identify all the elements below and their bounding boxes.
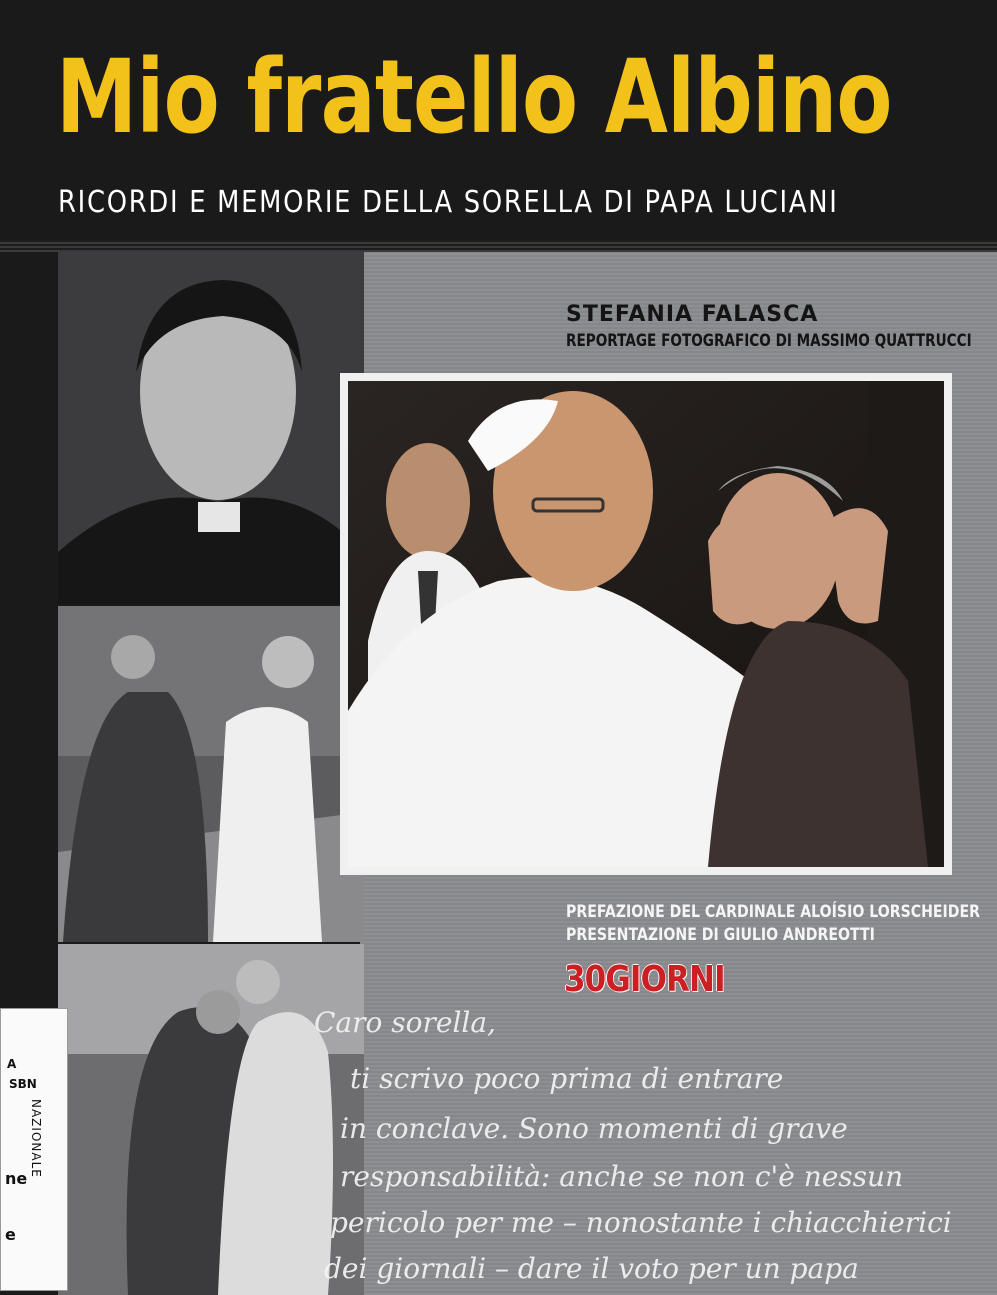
library-sticker xyxy=(0,1008,68,1291)
sticker-text: e xyxy=(5,1225,16,1244)
book-subtitle: RICORDI E MEMORIE DELLA SORELLA DI PAPA LUCIANI xyxy=(58,185,839,220)
letter-line: dei giornali – dare il voto per un papa xyxy=(324,1252,859,1285)
handwritten-letter xyxy=(300,1000,997,1295)
sticker-text: SBN xyxy=(9,1077,37,1091)
author-name: STEFANIA FALASCA xyxy=(566,302,819,327)
presentation-credit: PRESENTAZIONE DI GIULIO ANDREOTTI xyxy=(566,925,875,945)
letter-line: pericolo per me – nonostante i chiacchierici xyxy=(330,1206,952,1239)
cover-photo xyxy=(340,373,952,875)
sticker-text: A xyxy=(7,1057,17,1071)
sticker-vertical-text: NAZIONALE xyxy=(29,1099,43,1178)
sticker-text: ne xyxy=(5,1169,28,1188)
cover-photo-illustration xyxy=(348,381,944,867)
preface-credit: PREFAZIONE DEL CARDINALE ALOÍSIO LORSCHEIDER xyxy=(566,902,981,922)
divider-band xyxy=(0,240,997,252)
book-title: Mio fratello Albino xyxy=(56,38,892,157)
photo-credit: REPORTAGE FOTOGRAFICO DI MASSIMO QUATTRUCCI xyxy=(566,331,972,351)
letter-line: responsabilità: anche se non c'è nessun xyxy=(340,1160,904,1193)
letter-line: Caro sorella, xyxy=(314,1006,496,1039)
letter-line: ti scrivo poco prima di entrare xyxy=(350,1062,784,1095)
letter-line: in conclave. Sono momenti di grave xyxy=(340,1112,848,1145)
publisher-logo: 30GIORNI xyxy=(564,959,725,1000)
